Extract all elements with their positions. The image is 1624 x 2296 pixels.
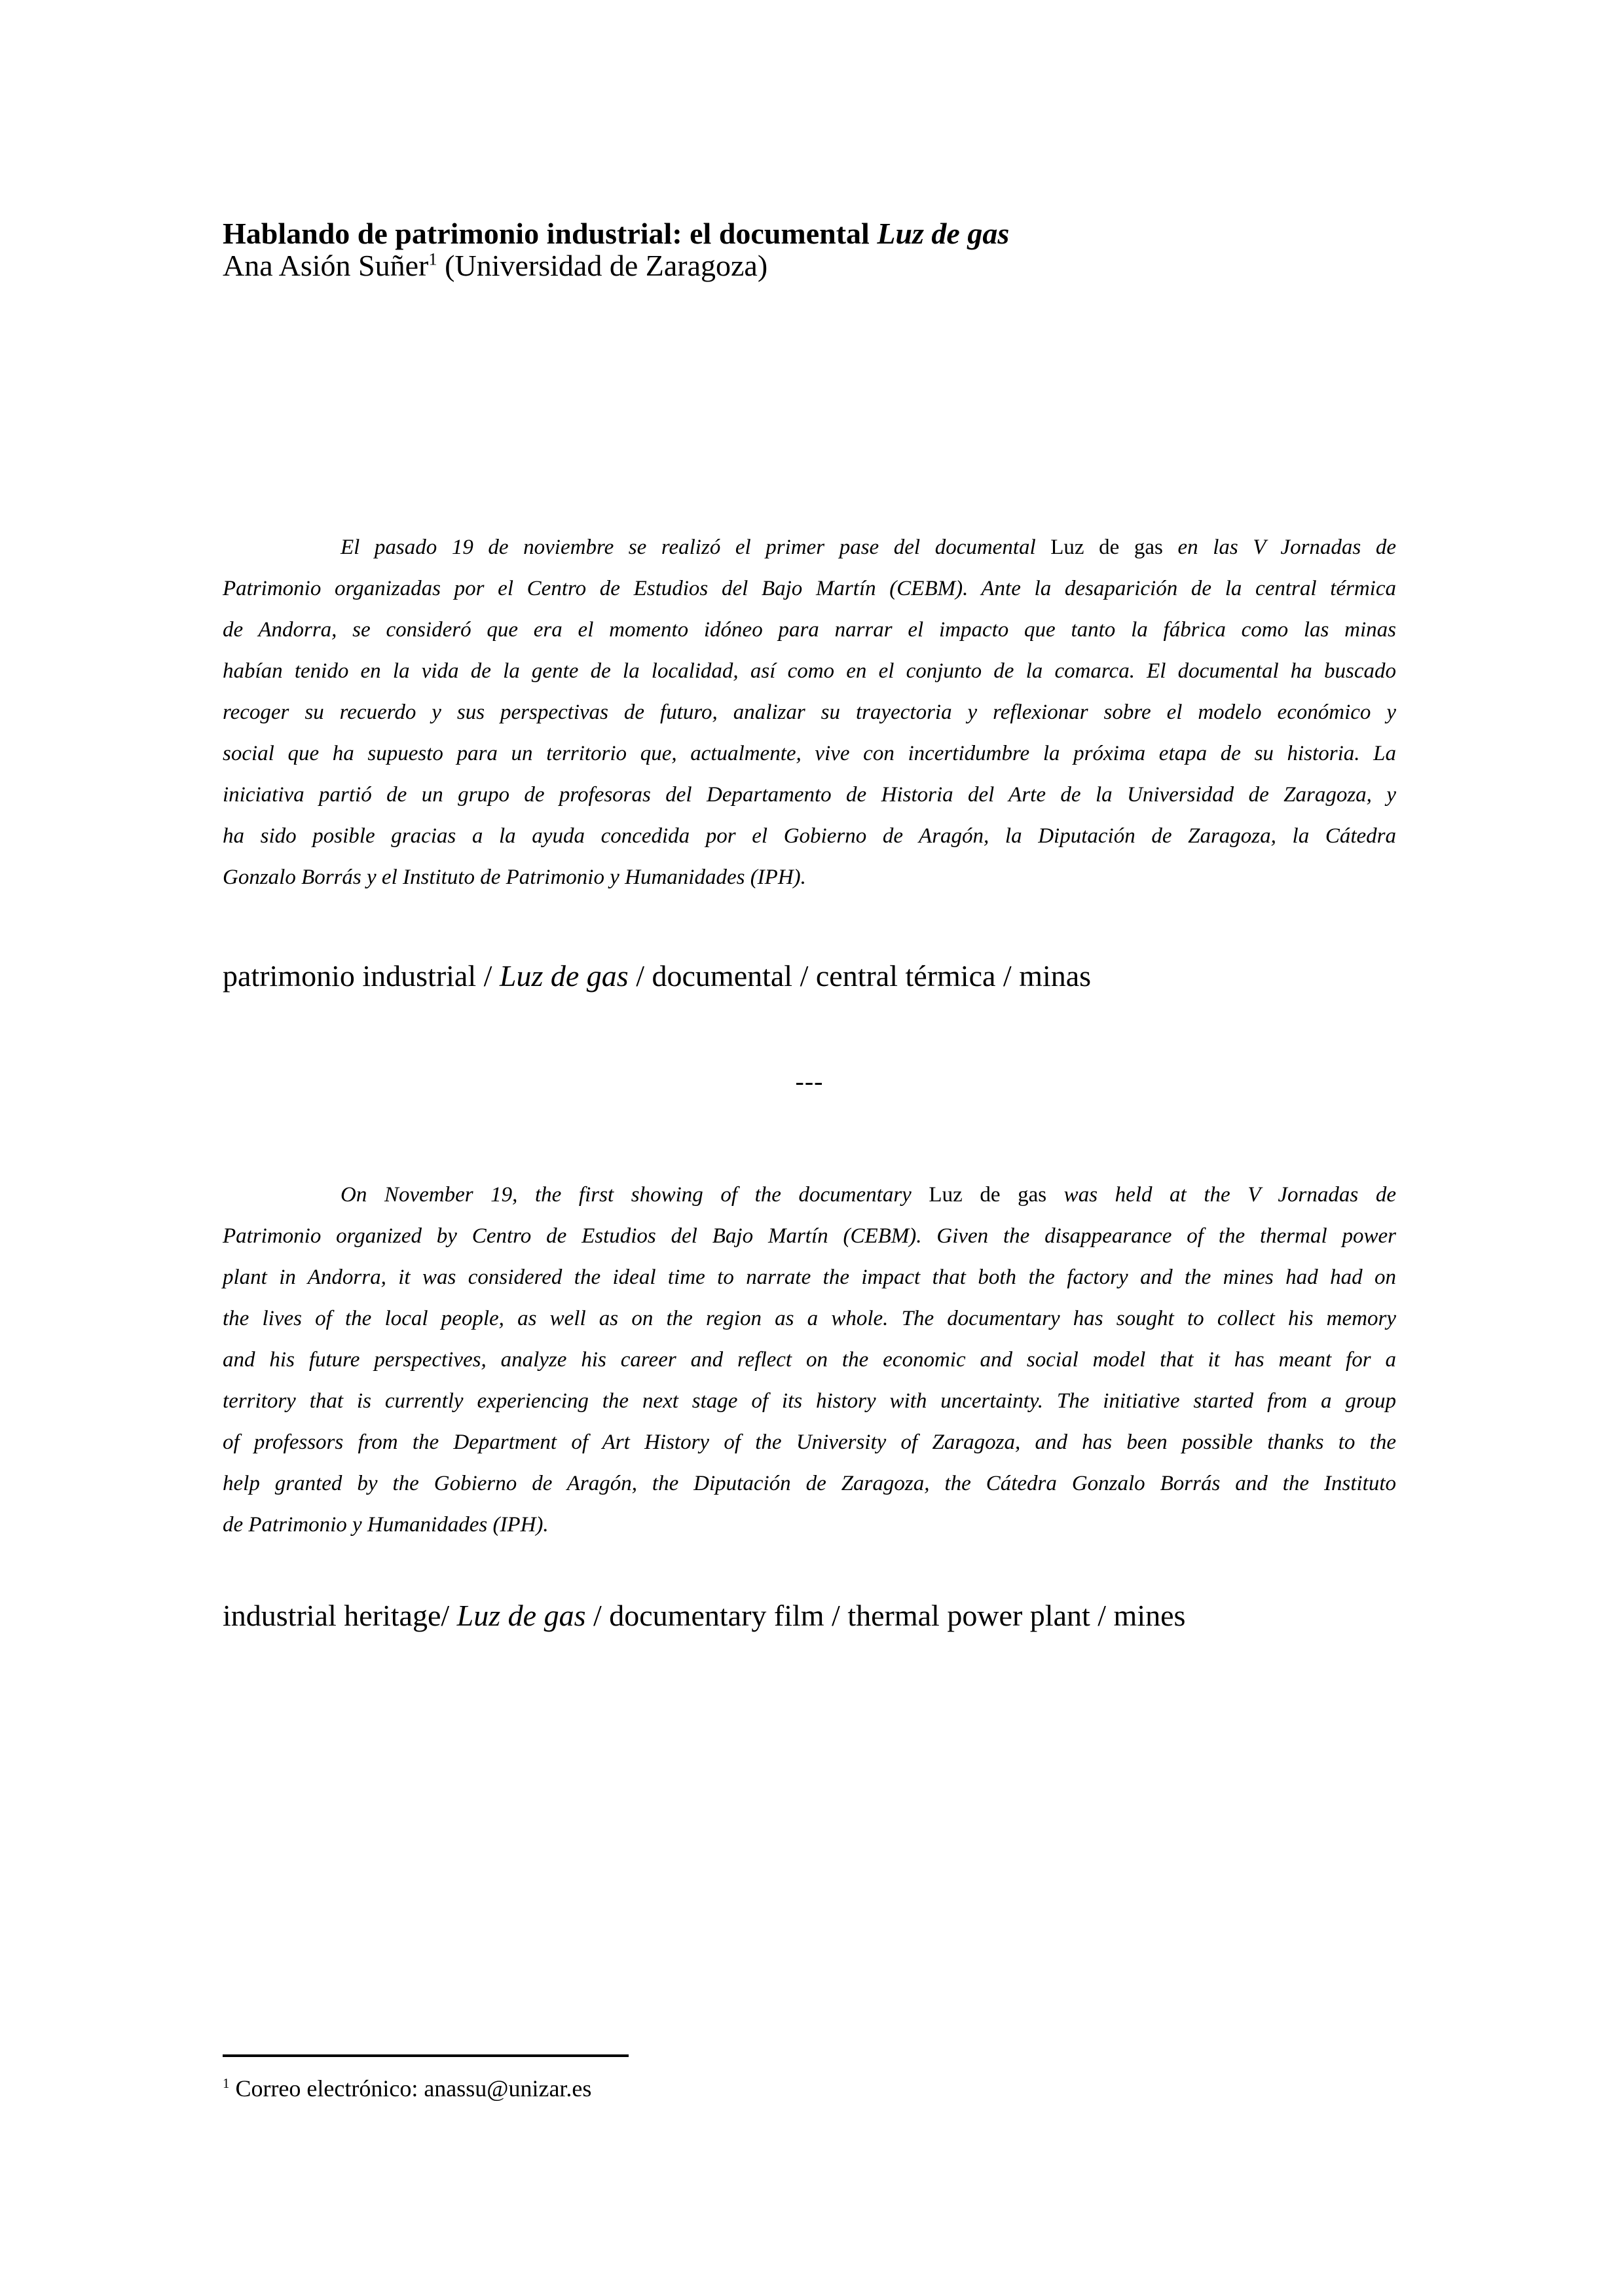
abstract-text-segment: Patrimonio organized by Centro de Estudios del Bajo Martín (CEBM). Given the disappearance of the thermal power [223, 1224, 1396, 1248]
abstract-spanish [223, 527, 1396, 898]
abstract-line [223, 774, 1396, 816]
work-title-roman: Luz de gas [929, 1183, 1047, 1207]
footnote-label: Correo electrónico: [229, 2075, 424, 2102]
footnote-ref-number: 1 [223, 2075, 230, 2091]
keywords-spanish [223, 958, 1091, 994]
abstract-text-segment: On November 19, the first showing of the documentary [341, 1183, 929, 1207]
abstract-line [223, 651, 1396, 692]
abstract-line [223, 1422, 1396, 1463]
abstract-line [223, 733, 1396, 774]
abstract-text-segment: the lives of the local people, as well as on the region as a whole. The documentary has sought to collect his memory [223, 1307, 1396, 1330]
author-line [223, 247, 1396, 284]
abstract-line [223, 610, 1396, 651]
abstract-text-segment: social que ha supuesto para un territorio que, actualmente, vive con incertidumbre la próxima etapa de su historia. La [223, 742, 1396, 765]
abstract-line [223, 1298, 1396, 1339]
footnote-line [223, 2073, 1396, 2104]
keywords-english [223, 1597, 1185, 1634]
abstract-text-segment: iniciativa partió de un grupo de profesoras del Departamento de Historia del Arte de la Universidad de Zaragoza, y [223, 783, 1396, 807]
abstract-text-segment: ha sido posible gracias a la ayuda concedida por el Gobierno de Aragón, la Diputación de Zaragoza, la Cátedra [223, 824, 1396, 848]
keyword-work-title: Luz de gas [499, 959, 629, 993]
abstract-text-segment: plant in Andorra, it was considered the ideal time to narrate the impact that both the factory and the mines had had on [223, 1266, 1396, 1289]
abstract-line [223, 568, 1396, 610]
abstract-english [223, 1175, 1396, 1546]
author-name: Ana Asión Suñer [223, 249, 429, 282]
keyword-text: / documentary film / thermal power plant / mines [585, 1599, 1186, 1632]
abstract-text-segment: recoger su recuerdo y sus perspectivas de futuro, analizar su trayectoria y reflexionar sobre el modelo económico y [223, 701, 1396, 724]
paper-title-text: Hablando de patrimonio industrial: el documental [223, 216, 877, 250]
abstract-text-segment: El pasado 19 de noviembre se realizó el primer pase del documental [341, 536, 1051, 559]
abstract-text-segment: Patrimonio organizadas por el Centro de Estudios del Bajo Martín (CEBM). Ante la desaparición de la central térmica [223, 577, 1396, 600]
abstract-line [223, 816, 1396, 857]
abstract-text-segment: de Patrimonio y Humanidades (IPH). [223, 1513, 549, 1537]
abstract-line [223, 1381, 1396, 1422]
abstract-line [223, 1463, 1396, 1504]
abstract-line [223, 1339, 1396, 1381]
author-affiliation: (Universidad de Zaragoza) [437, 249, 768, 282]
abstract-line [223, 1175, 1396, 1216]
language-separator: --- [795, 1066, 824, 1096]
abstract-text-segment: of professors from the Department of Art History of the University of Zaragoza, and has been possible thanks to the [223, 1430, 1396, 1454]
footnote-email: anassu@unizar.es [424, 2075, 592, 2102]
abstract-text-segment: Gonzalo Borrás y el Instituto de Patrimonio y Humanidades (IPH). [223, 866, 806, 889]
author-footnote-ref: 1 [428, 249, 437, 269]
abstract-text-segment: help granted by the Gobierno de Aragón, the Diputación de Zaragoza, the Cátedra Gonzalo Borrás and the Instituto [223, 1472, 1396, 1495]
paper-title-work: Luz de gas [877, 216, 1010, 250]
abstract-line [223, 692, 1396, 733]
abstract-line [223, 1216, 1396, 1257]
footnote-separator-rule [223, 2054, 629, 2057]
keyword-text: / documental / central térmica / minas [628, 959, 1092, 993]
abstract-text-segment: de Andorra, se consideró que era el momento idóneo para narrar el impacto que tanto la fábrica como las minas [223, 618, 1396, 642]
work-title-roman: Luz de gas [1050, 536, 1163, 559]
keyword-text: patrimonio industrial / [223, 959, 500, 993]
keyword-text: industrial heritage/ [223, 1599, 457, 1632]
abstract-line [223, 1257, 1396, 1298]
abstract-text-segment: territory that is currently experiencing the next stage of its history with uncertainty. The initiative started from a group [223, 1389, 1396, 1413]
abstract-text-segment: habían tenido en la vida de la gente de la localidad, así como en el conjunto de la comarca. El documental ha buscado [223, 659, 1396, 683]
paper-title [223, 215, 1396, 252]
abstract-line [223, 527, 1396, 568]
abstract-text-segment: and his future perspectives, analyze his career and reflect on the economic and social model that it has meant for a [223, 1348, 1396, 1372]
abstract-line [223, 857, 1396, 898]
abstract-text-segment: en las V Jornadas de [1162, 536, 1396, 559]
abstract-text-segment: was held at the V Jornadas de [1046, 1183, 1396, 1207]
abstract-line [223, 1504, 1396, 1546]
keyword-work-title: Luz de gas [456, 1599, 586, 1632]
